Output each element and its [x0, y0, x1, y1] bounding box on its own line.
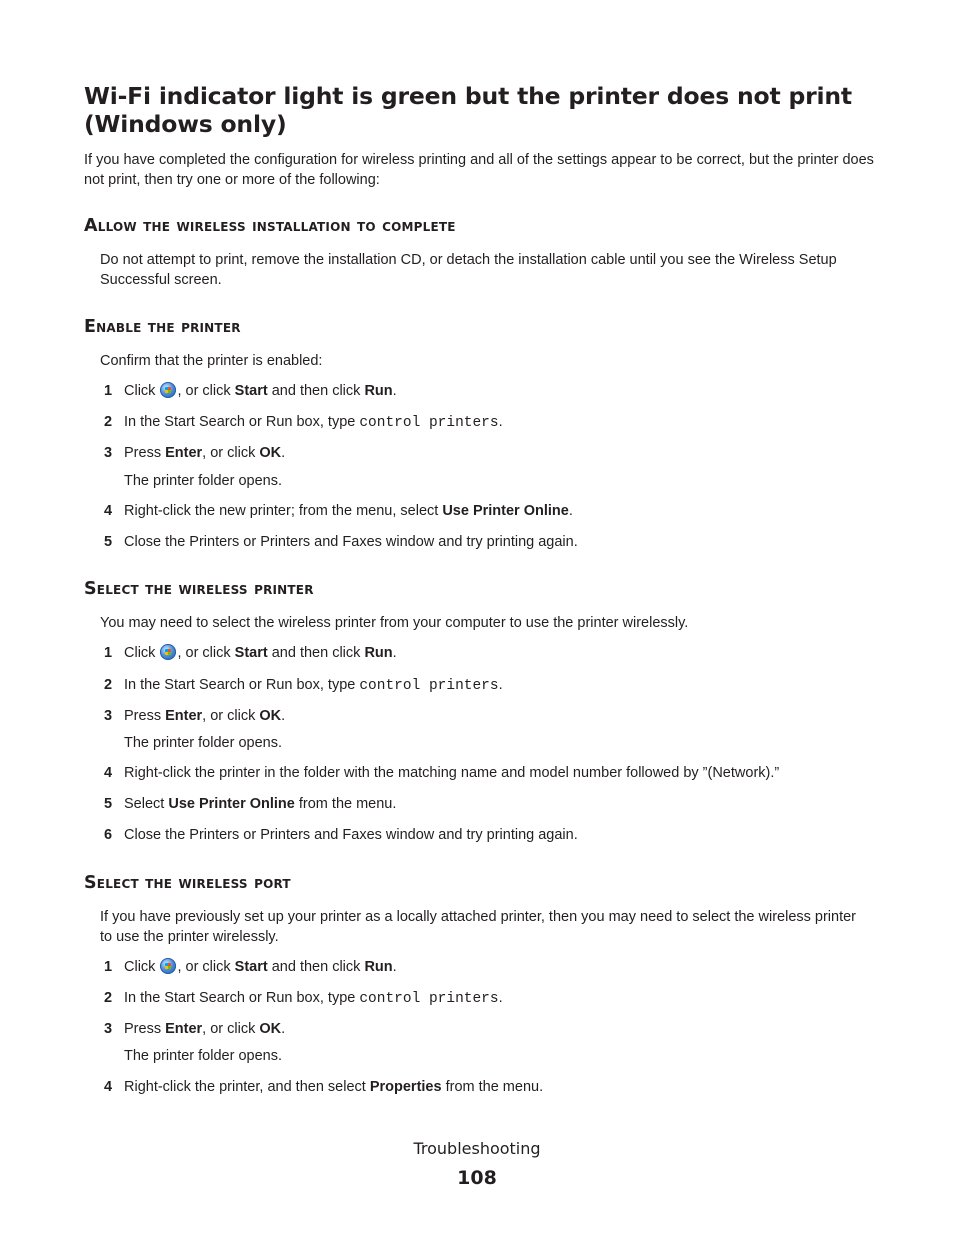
step-number: 3 [104, 445, 113, 461]
section-text-enable: Confirm that the printer is enabled: [100, 353, 323, 369]
step-number: 2 [104, 677, 113, 693]
step-select-printer-3-result: The printer folder opens. [124, 735, 282, 751]
step-text: Press Enter, or click OK. [124, 445, 286, 461]
step-number: 4 [104, 503, 113, 519]
step-number: 1 [104, 645, 113, 661]
section-text-allow: Do not attempt to print, remove the installation CD, or detach the installation cable until you see the Wireless Setup Successful screen. [100, 252, 837, 288]
step-number: 6 [104, 827, 113, 843]
intro-paragraph: If you have completed the configuration for wireless printing and all of the settings appear to be correct, but the printer does not print, then try one or more of the following: [84, 152, 874, 188]
section-heading-select-printer: Select the wireless printer [84, 579, 314, 599]
step-select-port-3-result: The printer folder opens. [124, 1048, 282, 1064]
windows-start-icon [160, 382, 176, 398]
step-text: In the Start Search or Run box, type control printers. [124, 990, 503, 1007]
step-text: Right-click the printer in the folder with the matching name and model number followed by ”(Network).” [124, 765, 780, 781]
page-title: Wi-Fi indicator light is green but the printer does not print (Windows only) [84, 82, 852, 138]
step-text: Close the Printers or Printers and Faxes window and try printing again. [124, 534, 578, 550]
step-number: 3 [104, 1021, 113, 1037]
page-number: 108 [457, 1167, 497, 1189]
step-text: Press Enter, or click OK. [124, 708, 286, 724]
section-heading-enable: Enable the printer [84, 317, 241, 337]
section-text-select-port: If you have previously set up your printer as a locally attached printer, then you may need to select the wireless printer to use the printer wirelessly. [100, 909, 857, 945]
section-text-select-printer: You may need to select the wireless printer from your computer to use the printer wirelessly. [100, 615, 689, 631]
step-number: 1 [104, 959, 113, 975]
step-text: In the Start Search or Run box, type control printers. [124, 414, 503, 431]
step-text: Right-click the printer, and then select Properties from the menu. [124, 1079, 544, 1095]
step-number: 4 [104, 1079, 113, 1095]
step-text: Click , or click Start and then click Run. [124, 959, 397, 975]
windows-start-icon [160, 958, 176, 974]
step-number: 5 [104, 796, 113, 812]
step-number: 3 [104, 708, 113, 724]
windows-start-icon [160, 644, 176, 660]
step-text: Close the Printers or Printers and Faxes window and try printing again. [124, 827, 578, 843]
footer-chapter-label: Troubleshooting [413, 1139, 541, 1158]
step-text: Select Use Printer Online from the menu. [124, 796, 397, 812]
step-enable-3-result: The printer folder opens. [124, 473, 282, 489]
step-text: In the Start Search or Run box, type control printers. [124, 677, 503, 694]
step-number: 2 [104, 990, 113, 1006]
step-text: Right-click the new printer; from the menu, select Use Printer Online. [124, 503, 573, 519]
step-text: Press Enter, or click OK. [124, 1021, 286, 1037]
step-number: 2 [104, 414, 113, 430]
section-heading-select-port: Select the wireless port [84, 873, 291, 893]
section-heading-allow: Allow the wireless installation to complete [84, 216, 456, 236]
step-number: 4 [104, 765, 113, 781]
step-text: Click , or click Start and then click Run. [124, 383, 397, 399]
step-number: 5 [104, 534, 113, 550]
step-text: Click , or click Start and then click Run. [124, 645, 397, 661]
step-number: 1 [104, 383, 113, 399]
